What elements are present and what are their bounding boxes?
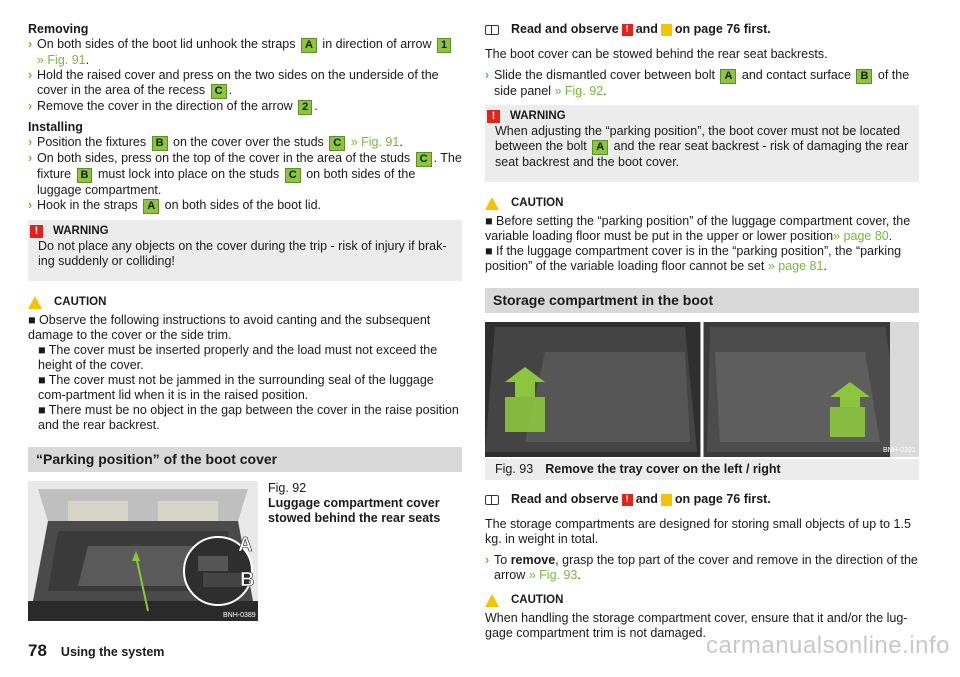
step-arrow-icon: › — [28, 198, 33, 212]
remove-step — [485, 553, 919, 583]
text-run: . — [228, 83, 233, 97]
section-parking-position: “Parking position” of the boot cover — [28, 447, 462, 472]
caution-header — [28, 295, 462, 310]
page-number: 78 — [28, 641, 47, 660]
text-run: . — [85, 53, 90, 67]
installing-steps — [28, 135, 462, 214]
callout-label-c: C — [416, 152, 432, 167]
figure-93-image — [485, 322, 919, 457]
figure-93-code: BNH-0391 — [883, 447, 916, 454]
callout-label-b: B — [152, 136, 168, 151]
caution-item: ■ The cover must not be jammed in the surrounding seal of the luggage com-partment lid when it is in the raised position. — [38, 373, 434, 402]
page-footer — [28, 643, 164, 660]
bullet: ■ — [485, 244, 497, 258]
caution-items — [28, 343, 462, 433]
caution-ref-icon — [661, 494, 672, 506]
text-run: . — [314, 99, 318, 113]
removing-heading: Removing — [28, 22, 89, 36]
text-run: . — [888, 229, 893, 243]
callout-label-c: C — [329, 136, 345, 151]
warning-text: Do not place any objects on the cover during the trip - risk of injury if brak-ing suddenly or colliding! — [38, 239, 447, 268]
text-run: on the cover over the studs — [169, 135, 328, 149]
callout-label-a: A — [143, 199, 159, 214]
text-run: Position the fixtures — [37, 135, 150, 149]
callout-label-a: A — [301, 38, 317, 53]
left-column — [28, 22, 462, 621]
section-storage-compartment: Storage compartment in the boot — [485, 288, 919, 313]
read-observe-note: Read and observe ! and on page 76 first. — [485, 22, 919, 37]
step-arrow-icon: › — [28, 99, 33, 113]
caution-item: ■ There must be no object in the gap between the cover in the raise position and the rear backrest. — [38, 403, 459, 432]
caution-title-2: CAUTION — [511, 594, 564, 606]
book-icon — [485, 25, 499, 35]
warning-header-right — [487, 109, 909, 124]
step-arrow-icon: › — [28, 151, 33, 165]
caution-icon — [28, 296, 42, 309]
figure-label-b: B — [240, 569, 255, 591]
instruction-step — [28, 99, 462, 115]
cross-reference-link[interactable]: » Fig. 93 — [528, 568, 578, 582]
text-run: . — [823, 259, 827, 273]
caution-title-right: CAUTION — [511, 197, 564, 209]
text-run: . — [399, 135, 403, 149]
text-run: On both sides, press on the top of the cover in the area of the studs — [37, 151, 414, 165]
caution-box — [28, 295, 462, 433]
figure-93 — [485, 322, 919, 480]
step-arrow-icon: › — [485, 553, 490, 567]
emphasis: remove — [510, 553, 556, 567]
figure-label-a: A — [238, 534, 253, 556]
caution-header-2 — [485, 593, 919, 608]
cross-reference-link[interactable]: » Fig. 91 — [37, 53, 86, 67]
text-run: On both sides of the boot lid unhook the straps — [37, 37, 299, 51]
caution-item — [485, 214, 919, 244]
callout-label-b: B — [77, 168, 93, 183]
text-run: When adjusting the “parking position”, the boot cover must not be located between the bolt — [495, 124, 901, 153]
text-run: on both sides of the luggage compartment. — [37, 167, 416, 197]
text-run: To — [494, 553, 511, 567]
warning-box — [28, 220, 462, 281]
caution-item: ■ The cover must be inserted properly and the load must not exceed the height of the cover. — [38, 343, 438, 372]
caution-ref-icon — [661, 24, 672, 36]
caution-title: CAUTION — [54, 296, 107, 308]
caution-icon — [485, 197, 499, 210]
cross-reference-link[interactable]: » Fig. 91 — [350, 135, 400, 149]
callout-label-b: B — [856, 69, 872, 84]
warning-icon: ! — [487, 110, 500, 123]
text-run: and the rear seat backrest - risk of damaging the rear seat backrest and the boot cover. — [495, 139, 909, 169]
intro-text: The boot cover can be stowed behind the rear seat backrests. — [485, 47, 828, 61]
figure-code: BNH-0389 — [223, 612, 256, 619]
caution-item — [485, 244, 919, 274]
warning-header — [30, 224, 452, 239]
figure-92-caption — [268, 481, 448, 621]
instruction-step — [28, 68, 462, 99]
caution-header-right — [485, 196, 919, 211]
warning-text-right — [495, 124, 909, 170]
step-arrow-icon: › — [28, 135, 33, 149]
callout-label-a: A — [592, 140, 608, 155]
figure-93-caption — [485, 459, 919, 480]
warning-ref-icon: ! — [622, 24, 633, 36]
cross-reference-link[interactable]: » page 80 — [833, 229, 889, 243]
right-column — [485, 22, 919, 641]
warning-title: WARNING — [53, 225, 109, 237]
figure-93-title: Remove the tray cover on the left / right — [545, 462, 781, 476]
stow-step — [485, 68, 919, 99]
warning-icon: ! — [30, 225, 43, 238]
text-run: and contact surface — [738, 68, 855, 82]
text-run: Remove the cover in the direction of the arrow — [37, 99, 297, 113]
caution-box-right — [485, 196, 919, 274]
instruction-step — [28, 198, 462, 214]
caution-intro: ■ Observe the following instructions to avoid canting and the subsequent damage to the cover or the side trim. — [28, 313, 431, 342]
text-run: , grasp the top part of the cover and remove in the direction of the arrow — [494, 553, 918, 582]
text-run: on both sides of the boot lid. — [161, 198, 322, 212]
text-run: in direction of arrow — [318, 37, 435, 51]
cross-reference-link[interactable]: » Fig. 92 — [554, 84, 604, 98]
book-icon — [485, 495, 499, 505]
storage-intro: The storage compartments are designed for storing small objects of up to 1.5 kg. in weight in total. — [485, 517, 911, 546]
callout-label-a: A — [720, 69, 736, 84]
text-run: . — [577, 568, 581, 582]
instruction-step — [28, 151, 462, 198]
watermark: carmanualsonline.info — [706, 632, 950, 659]
text-run: . — [603, 84, 607, 98]
text-run: Before setting the “parking position” of the luggage compartment cover, the variable loading floor must be put in the upper or lower position — [485, 214, 911, 243]
callout-label-1: 1 — [437, 38, 451, 53]
step-arrow-icon: › — [485, 68, 490, 82]
warning-title-right: WARNING — [510, 110, 566, 122]
callout-label-2: 2 — [298, 100, 312, 115]
caution-text-2: When handling the storage compartment cover, ensure that it and/or the lug-gage compartment trim is not damaged. — [485, 611, 908, 640]
removing-steps — [28, 37, 462, 115]
figure-92-number: Fig. 92 — [268, 481, 307, 495]
text-run: of the side panel — [494, 68, 910, 98]
callout-label-c: C — [211, 84, 227, 99]
caution-items-right — [485, 214, 919, 274]
bullet: ■ — [485, 214, 497, 228]
figure-93-number: Fig. 93 — [495, 462, 534, 476]
warning-box-right — [485, 105, 919, 182]
warning-ref-icon: ! — [622, 494, 633, 506]
step-arrow-icon: › — [28, 68, 33, 82]
figure-92-image — [28, 481, 258, 621]
text-run: must lock into place on the studs — [94, 167, 283, 181]
callout-label-c: C — [285, 168, 301, 183]
figure-92 — [28, 481, 462, 621]
caution-icon — [485, 594, 499, 607]
instruction-step — [28, 37, 462, 68]
step-arrow-icon: › — [28, 37, 33, 51]
instruction-step — [28, 135, 462, 151]
text-run: Hook in the straps — [37, 198, 142, 212]
installing-heading: Installing — [28, 120, 83, 134]
text-run: . The fixture — [37, 151, 462, 181]
chapter-title: Using the system — [60, 645, 165, 659]
cross-reference-link[interactable]: » page 81 — [767, 259, 824, 273]
text-run: Slide the dismantled cover between bolt — [494, 68, 719, 82]
figure-92-title: Luggage compartment cover stowed behind the rear seats — [268, 496, 441, 525]
text-run: Hold the raised cover and press on the two sides on the underside of the cover in the area of the recess — [37, 68, 439, 97]
text-run: If the luggage compartment cover is in the “parking position”, the “parking position” of the variable loading floor cannot be set — [485, 244, 902, 273]
read-observe-note-2: Read and observe ! and on page 76 first. — [485, 492, 919, 507]
